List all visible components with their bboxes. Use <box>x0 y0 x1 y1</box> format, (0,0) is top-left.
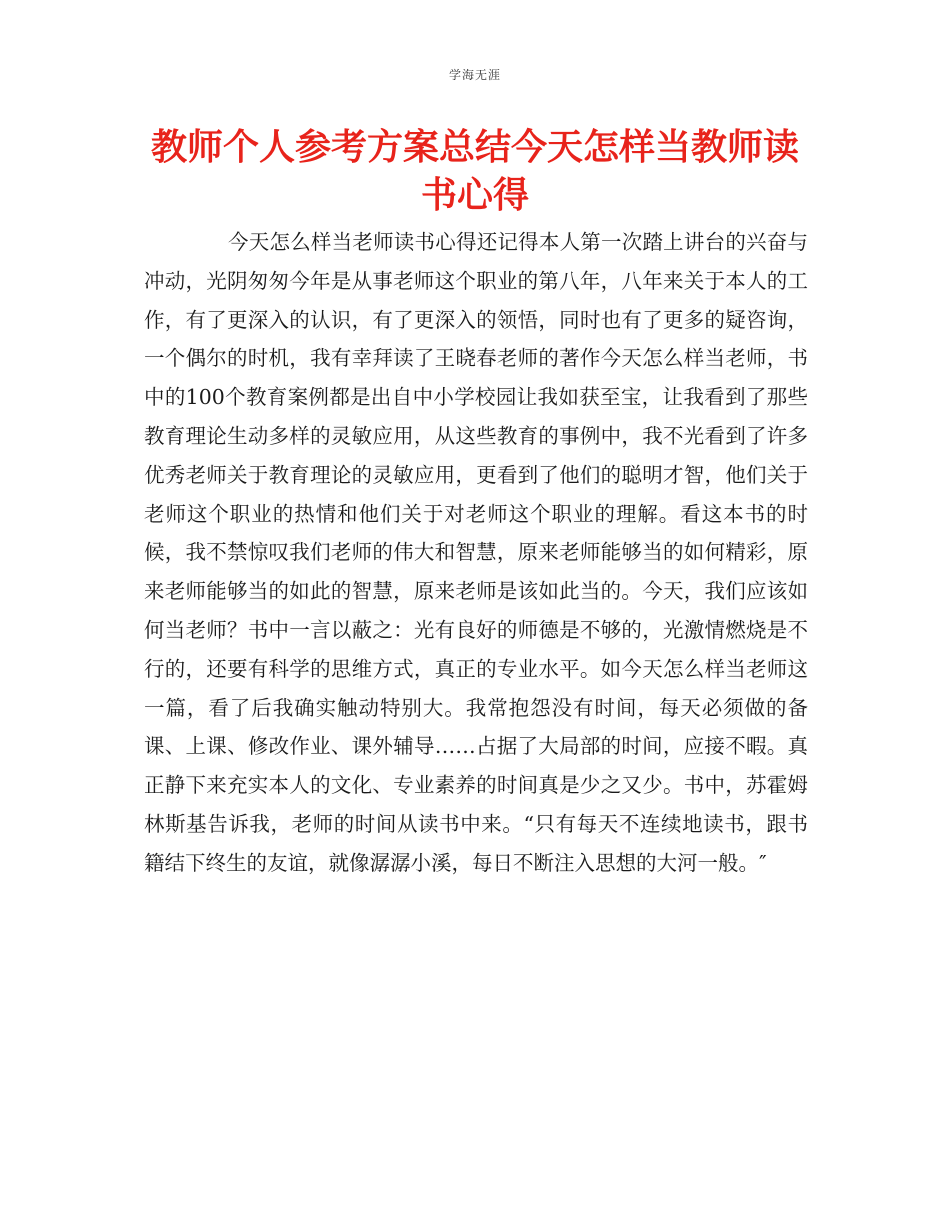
page-header: 学海无涯 <box>448 68 501 82</box>
body-paragraph: 今天怎么样当老师读书心得还记得本人第一次踏上讲台的兴奋与冲动，光阴匆匆今年是从事老师这个职业的第八年，八年来关于本人的工作，有了更深入的认识，有了更深入的领悟，同时也有了更多的疑咨询，一个偶尔的时机，我有幸拜读了王晓春老师的著作今天怎么样当老师，书中的100个教育案例都是出自中小学校园让我如获至宝，让我看到了那些教育理论生动多样的灵敏应用，从这些教育的事例中，我不光看到了许多优秀老师关于教育理论的灵敏应用，更看到了他们的聪明才智，他们关于老师这个职业的热情和他们关于对老师这个职业的理解。看这本书的时候，我不禁惊叹我们老师的伟大和智慧，原来老师能够当的如何精彩，原来老师能够当的如此的智慧，原来老师是该如此当的。今天，我们应该如何当老师？书中一言以蔽之：光有良好的师德是不够的，光激情燃烧是不行的，还要有科学的思维方式，真正的专业水平。如今天怎么样当老师这一篇，看了后我确实触动特别大。我常抱怨没有时间，每天必须做的备课、上课、修改作业、课外辅导……占据了大局部的时间，应接不暇。真正静下来充实本人的文化、专业素养的时间真是少之又少。书中，苏霍姆林斯基告诉我，老师的时间从读书中来。“只有每天不连续地读书，跟书籍结下终生的友谊，就像潺潺小溪，每日不断注入思想的大河一般。″ <box>144 230 808 875</box>
document-title: 教师个人参考方案总结今天怎样当教师读书心得 <box>150 127 799 216</box>
